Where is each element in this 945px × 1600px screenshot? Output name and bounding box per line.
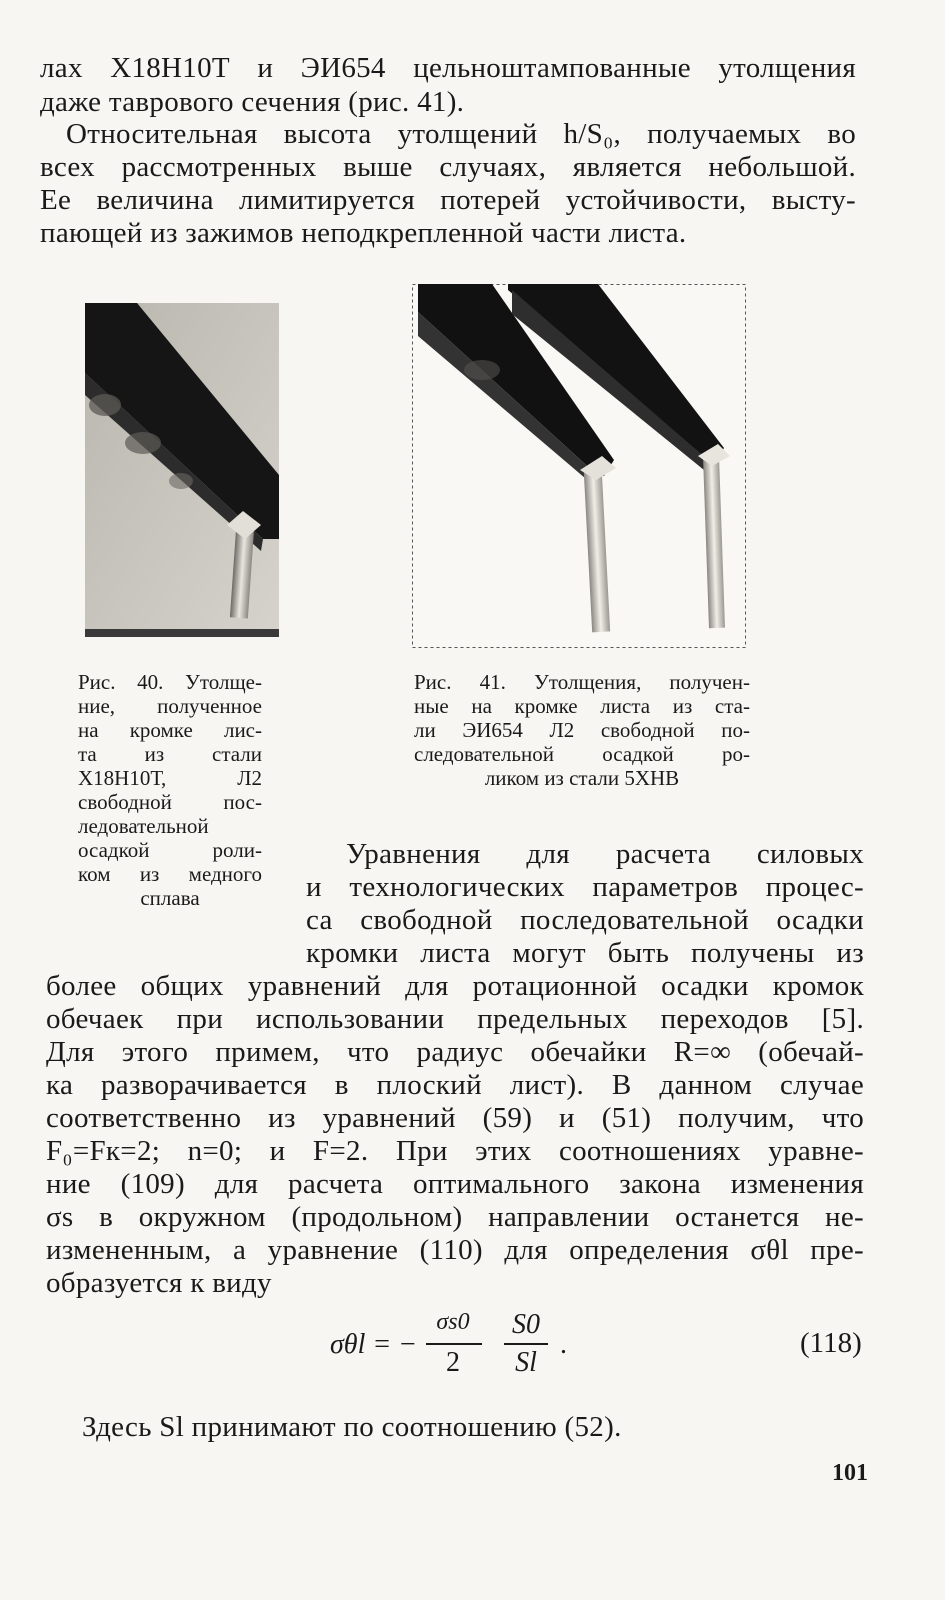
body-text-line: всех рассмотренных выше случаях, является небольшой. — [40, 151, 856, 183]
page-number: 101 — [832, 1460, 868, 1486]
equation-numerator-2: S0 — [512, 1309, 540, 1340]
body-text-line: са свободной последовательной осадки — [306, 904, 864, 936]
equation-lhs: σθl = − — [330, 1329, 418, 1360]
figure-40-caption: Рис. 40. Утолще- — [78, 670, 262, 694]
body-text-line: обечаек при использовании предельных переходов [5]. — [46, 1003, 864, 1035]
figure-41-caption: ли ЭИ654 Л2 свободной по- — [414, 718, 750, 742]
equation-number: (118) — [800, 1327, 862, 1359]
figure-40-caption: свободной пос- — [78, 790, 262, 814]
body-text-line: лах Х18Н10Т и ЭИ654 цельноштампованные утолщения — [40, 52, 856, 84]
equation-numerator-1: σs0 — [436, 1309, 470, 1335]
figure-40-caption: ледовательной — [78, 814, 209, 838]
body-text-line: образуется к виду — [46, 1267, 272, 1299]
body-text-line: даже таврового сечения (рис. 41). — [40, 86, 465, 118]
equation-118 — [320, 1305, 880, 1395]
equation-denominator-2: Sl — [515, 1347, 537, 1378]
body-text-line: пающей из зажимов неподкрепленной части листа. — [40, 217, 687, 249]
figure-41-caption: Рис. 41. Утолщения, получен- — [414, 670, 750, 694]
body-text-line: кромки листа могут быть получены из — [306, 937, 864, 969]
figure-40-photo — [85, 303, 279, 637]
body-text-line: Здесь Sl принимают по соотношению (52). — [82, 1411, 622, 1443]
equation-fraction-bar — [426, 1343, 482, 1345]
figure-41-photo — [412, 284, 746, 648]
body-text-line: Относительная высота утолщений h/S₀, получаемых во — [66, 118, 856, 150]
body-text-line: ка разворачивается в плоский лист). В данном случае — [46, 1069, 864, 1101]
body-text-line: Ее величина лимитируется потерей устойчивости, высту- — [40, 184, 856, 216]
equation-fraction-bar — [504, 1343, 548, 1345]
figure-40-caption: ние, полученное — [78, 694, 262, 718]
body-text-line: Уравнения для расчета силовых — [346, 838, 864, 870]
body-text-line: более общих уравнений для ротационной осадки кромок — [46, 970, 864, 1002]
body-text-line: F₀=Fк=2; n=0; и F=2. При этих соотношениях уравне- — [46, 1135, 864, 1167]
body-text-line: Для этого примем, что радиус обечайки R=∞ (обечай- — [46, 1036, 864, 1068]
figure-41-caption: следовательной осадкой ро- — [414, 742, 750, 766]
figure-41-caption: ликом из стали 5ХНВ — [484, 766, 680, 790]
body-text-line: σs в окружном (продольном) направлении останется не- — [46, 1201, 864, 1233]
figure-40-caption: сплава — [140, 886, 200, 910]
body-text-line: и технологических параметров процес- — [306, 871, 864, 903]
figure-40-caption: Х18Н10Т, Л2 — [78, 766, 262, 790]
figure-40-caption: осадкой роли- — [78, 838, 262, 862]
figure-40-caption: та из стали — [78, 742, 262, 766]
figure-40-caption: ком из медного — [78, 862, 262, 886]
equation-denominator-1: 2 — [446, 1347, 460, 1378]
body-text-line: измененным, а уравнение (110) для определения σθl пре- — [46, 1234, 864, 1266]
figure-41-caption: ные на кромке листа из ста- — [414, 694, 750, 718]
figure-40-caption: на кромке лис- — [78, 718, 262, 742]
equation-tail: . — [560, 1329, 567, 1360]
body-text-line: соответственно из уравнений (59) и (51) получим, что — [46, 1102, 864, 1134]
body-text-line: ние (109) для расчета оптимального закона изменения — [46, 1168, 864, 1200]
